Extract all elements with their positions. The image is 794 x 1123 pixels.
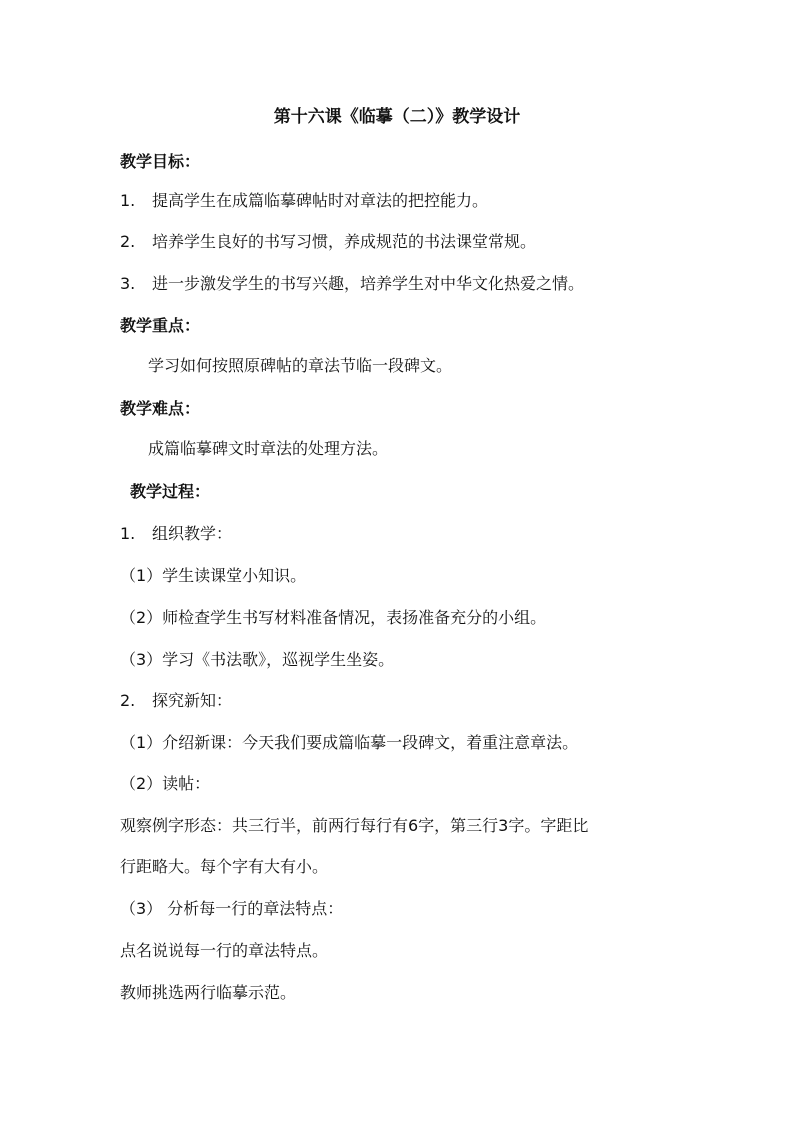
document-title: 第十六课《临摹（二）》教学设计 [273, 107, 521, 127]
process-sub-item: （2）师检查学生书写材料准备情况，表扬准备充分的小组。 [120, 608, 547, 627]
objective-item [120, 274, 584, 294]
process-sub-item: （1）介绍新课：今天我们要成篇临摹一段碑文，着重注意章法。 [120, 733, 579, 752]
difficulties-text: 成篇临摹碑文时章法的处理方法。 [148, 439, 389, 458]
item-number: 3. [120, 274, 136, 293]
step-label: 组织教学： [152, 524, 233, 543]
step-number: 2. [120, 691, 136, 710]
process-heading: 教学过程： [130, 482, 211, 501]
process-step [120, 691, 232, 711]
objectives-heading: 教学目标： [120, 152, 201, 171]
paragraph-line: 观察例字形态：共三行半，前两行每行有6字，第三行3字。字距比 [120, 816, 589, 835]
objective-item [120, 232, 536, 252]
paragraph-line: 教师挑选两行临摹示范。 [120, 983, 297, 1002]
key-points-text: 学习如何按照原碑帖的章法节临一段碑文。 [148, 356, 453, 375]
step-number: 1. [120, 524, 136, 543]
paragraph-line: 点名说说每一行的章法特点。 [120, 941, 329, 960]
paragraph-line: 行距略大。每个字有大有小。 [120, 857, 329, 876]
objective-item [120, 191, 488, 211]
item-text: 培养学生良好的书写习惯，养成规范的书法课堂常规。 [152, 232, 537, 251]
process-sub-item: （3） 分析每一行的章法特点： [120, 899, 344, 918]
item-number: 2. [120, 232, 136, 251]
process-sub-item: （3）学习《书法歌》，巡视学生坐姿。 [120, 650, 395, 669]
difficulties-heading: 教学难点： [120, 399, 201, 418]
item-text: 提高学生在成篇临摹碑帖时对章法的把控能力。 [152, 191, 489, 210]
item-text: 进一步激发学生的书写兴趣，培养学生对中华文化热爱之情。 [152, 274, 585, 293]
key-points-heading: 教学重点： [120, 316, 201, 335]
process-sub-item: （1）学生读课堂小知识。 [120, 566, 307, 585]
item-number: 1. [120, 191, 136, 210]
process-sub-item: （2）读帖： [120, 774, 211, 793]
step-label: 探究新知： [152, 691, 233, 710]
process-step [120, 524, 232, 544]
